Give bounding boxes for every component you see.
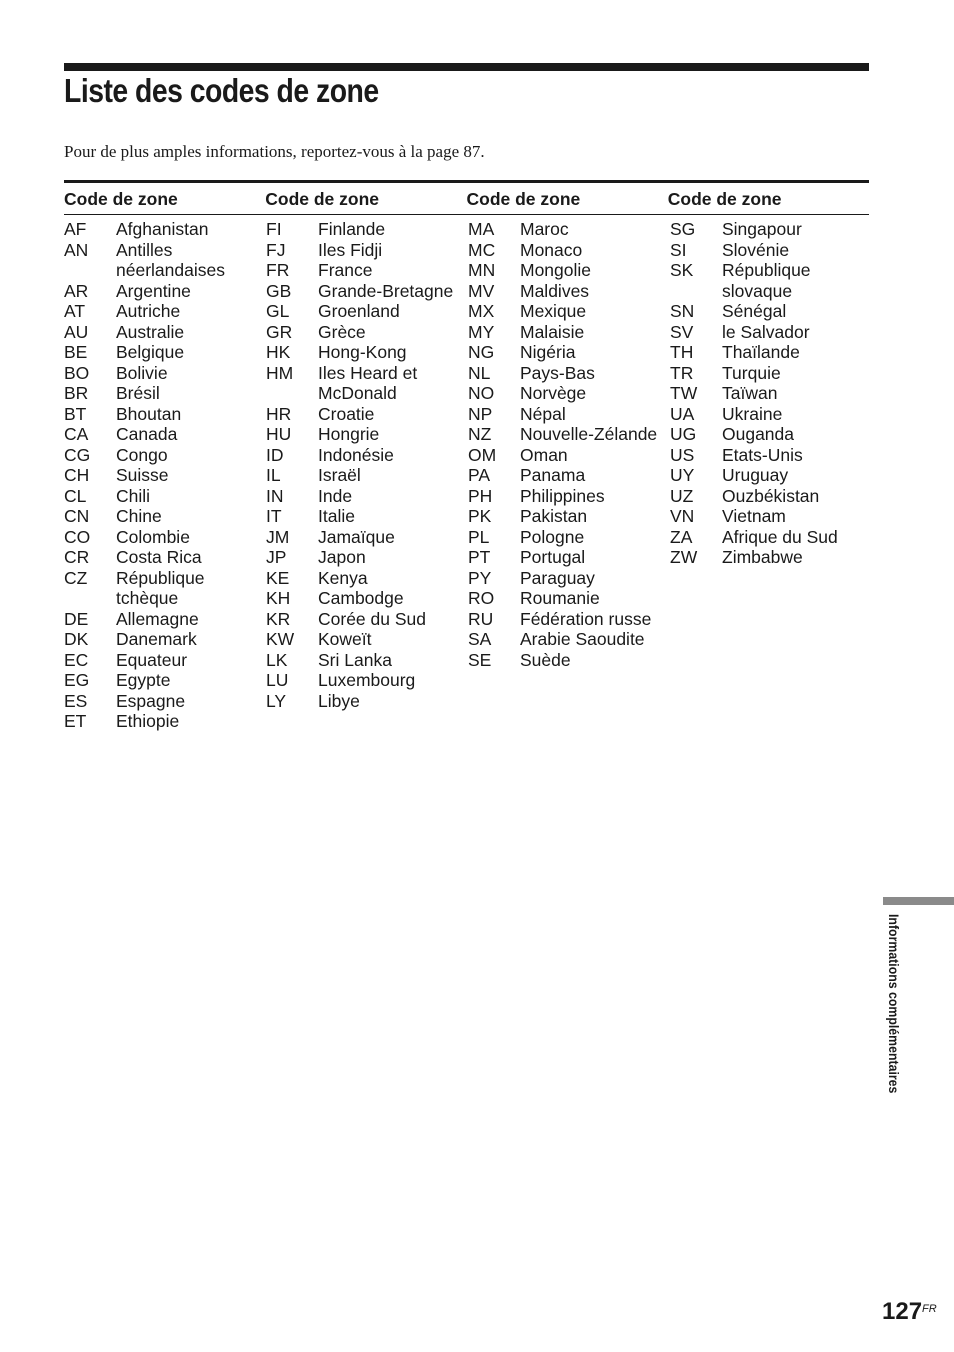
zone-code: SE <box>468 649 492 670</box>
zone-code: KW <box>266 629 295 649</box>
zone-code: DE <box>64 608 89 629</box>
country-name: Suède <box>520 649 571 670</box>
zone-code: AF <box>64 219 87 239</box>
zone-code: UG <box>670 424 697 444</box>
code-entry <box>266 568 468 589</box>
country-name: Ukraine <box>722 403 783 424</box>
zone-code: LK <box>266 649 288 670</box>
country-name: Congo <box>116 444 168 465</box>
code-entry <box>468 322 670 343</box>
country-name: Brésil <box>116 383 160 403</box>
code-entry <box>64 527 266 548</box>
zone-code: RO <box>468 588 495 608</box>
country-name: Kenya <box>318 567 368 588</box>
country-name: Bhoutan <box>116 403 182 424</box>
code-entry <box>64 670 266 691</box>
country-name: Pologne <box>520 526 585 547</box>
table-body <box>64 219 869 732</box>
zone-code: AR <box>64 280 89 301</box>
code-entry <box>64 547 266 568</box>
code-entry <box>266 588 468 609</box>
zone-code: NZ <box>468 424 492 444</box>
zone-code: US <box>670 444 695 465</box>
section-tab-marker <box>883 897 954 905</box>
code-entry <box>468 650 670 671</box>
code-entry <box>266 219 468 240</box>
country-name: Australie <box>116 321 185 342</box>
code-entry <box>468 465 670 486</box>
country-name: France <box>318 260 373 280</box>
country-name: Roumanie <box>520 588 600 608</box>
country-name: Ouganda <box>722 424 795 444</box>
country-name: Finlande <box>318 219 386 239</box>
zone-code: SI <box>670 239 687 260</box>
zone-code: ET <box>64 711 87 731</box>
code-entry <box>266 609 468 630</box>
country-name: Zimbabwe <box>722 547 803 567</box>
zone-code: BT <box>64 403 87 424</box>
section-tab-label: Informations complémentaires <box>886 914 902 1094</box>
country-name: Malaisie <box>520 321 585 342</box>
zone-code: UZ <box>670 485 694 506</box>
zone-code: CH <box>64 465 90 485</box>
code-entry <box>468 609 670 630</box>
country-name: Sénégal <box>722 301 787 321</box>
code-entry <box>64 629 266 650</box>
code-entry <box>670 465 872 486</box>
code-entry <box>468 404 670 425</box>
code-entry <box>64 219 266 240</box>
country-name: Oman <box>520 444 568 465</box>
column-header: Code de zone <box>265 188 380 209</box>
code-entry <box>64 363 266 384</box>
code-entry <box>670 527 872 548</box>
code-entry <box>468 506 670 527</box>
code-entry <box>670 404 872 425</box>
country-name: Népal <box>520 403 566 424</box>
zone-code: GR <box>266 321 293 342</box>
zone-code: VN <box>670 506 695 526</box>
code-entry <box>266 486 468 507</box>
zone-code: EC <box>64 649 89 670</box>
country-name: Norvège <box>520 383 587 403</box>
zone-code: SG <box>670 219 696 239</box>
country-name: Philippines <box>520 485 605 506</box>
zone-code: CL <box>64 485 87 506</box>
country-name: Koweït <box>318 629 372 649</box>
code-entry <box>468 445 670 466</box>
code-entry <box>670 219 872 240</box>
zone-code: CO <box>64 526 91 547</box>
zone-code: ZA <box>670 526 693 547</box>
zone-code: JM <box>266 526 290 547</box>
code-entry <box>670 445 872 466</box>
page-language-suffix: FR <box>922 1303 937 1315</box>
country-name: Cambodge <box>318 588 404 608</box>
zone-code: NP <box>468 403 493 424</box>
country-name: Allemagne <box>116 608 199 629</box>
code-entry <box>670 240 872 261</box>
country-name: Ethiopie <box>116 711 180 731</box>
code-entry <box>266 506 468 527</box>
code-entry <box>64 506 266 527</box>
country-name: Costa Rica <box>116 547 202 567</box>
zone-code: CA <box>64 424 89 444</box>
zone-code: MY <box>468 321 495 342</box>
code-entry <box>266 465 468 486</box>
code-column <box>670 219 872 732</box>
country-name: Inde <box>318 485 353 506</box>
country-name: Paraguay <box>520 567 595 588</box>
code-entry <box>468 588 670 609</box>
code-entry <box>266 322 468 343</box>
country-name: Hong-Kong <box>318 342 407 362</box>
zone-code: IT <box>266 506 282 526</box>
country-name: Uruguay <box>722 465 789 485</box>
code-column <box>64 219 266 732</box>
zone-code: AT <box>64 301 86 321</box>
country-name: Chine <box>116 506 162 526</box>
code-entry <box>266 527 468 548</box>
country-name: Equateur <box>116 649 188 670</box>
intro-text: Pour de plus amples informations, reportez-vous à la page 87. <box>64 142 485 161</box>
zone-code: IN <box>266 485 284 506</box>
code-entry <box>64 383 266 404</box>
country-name: Thaïlande <box>722 342 800 362</box>
code-entry <box>468 424 670 445</box>
country-name: Danemark <box>116 629 197 649</box>
zone-code: RU <box>468 608 494 629</box>
country-name: Japon <box>318 547 366 567</box>
country-name: Espagne <box>116 690 186 711</box>
code-entry <box>468 342 670 363</box>
country-name: Iles Heard et McDonald <box>318 362 418 403</box>
country-name: Slovénie <box>722 239 790 260</box>
code-entry <box>670 486 872 507</box>
code-entry <box>468 383 670 404</box>
code-entry <box>266 301 468 322</box>
country-name: Grande-Bretagne <box>318 280 454 301</box>
country-name: Chili <box>116 485 151 506</box>
code-column <box>266 219 468 732</box>
zone-code: FR <box>266 260 290 280</box>
country-name: Indonésie <box>318 444 394 465</box>
code-entry <box>64 568 266 609</box>
code-entry <box>266 424 468 445</box>
code-entry <box>64 240 266 281</box>
code-entry <box>468 527 670 548</box>
country-name: Groenland <box>318 301 400 321</box>
zone-code: AN <box>64 239 89 260</box>
code-entry <box>670 547 872 568</box>
code-entry <box>670 260 872 301</box>
zone-code: KR <box>266 608 291 629</box>
zone-code: TR <box>670 362 694 383</box>
country-name: Corée du Sud <box>318 608 426 629</box>
code-entry <box>266 547 468 568</box>
country-name: Italie <box>318 506 355 526</box>
zone-code: JP <box>266 547 287 567</box>
code-entry <box>468 486 670 507</box>
country-name: Libye <box>318 690 360 711</box>
zone-code: UA <box>670 403 695 424</box>
zone-code: ID <box>266 444 284 465</box>
country-name: Turquie <box>722 362 781 383</box>
zone-code: MN <box>468 260 496 280</box>
zone-code: HR <box>266 403 292 424</box>
country-name: Israël <box>318 465 361 485</box>
zone-code: CZ <box>64 567 88 588</box>
zone-code: CN <box>64 506 90 526</box>
country-name: Arabie Saoudite <box>520 629 645 649</box>
country-name: Antilles néerlandaises <box>116 239 225 280</box>
country-name: Hongrie <box>318 424 380 444</box>
country-name: Luxembourg <box>318 670 416 690</box>
country-name: Pakistan <box>520 506 588 526</box>
zone-code: KH <box>266 588 291 608</box>
country-name: Nouvelle-Zélande <box>520 424 658 444</box>
zone-code: BR <box>64 383 89 403</box>
code-entry <box>266 342 468 363</box>
code-entry <box>468 568 670 589</box>
code-entry <box>64 445 266 466</box>
zone-code: PH <box>468 485 493 506</box>
code-entry <box>64 404 266 425</box>
code-entry <box>64 424 266 445</box>
code-entry <box>468 240 670 261</box>
zone-code: BO <box>64 362 90 383</box>
title-rule <box>64 63 869 71</box>
code-entry <box>670 383 872 404</box>
country-name: Colombie <box>116 526 190 547</box>
zone-code: NL <box>468 362 491 383</box>
country-name: Panama <box>520 465 586 485</box>
code-entry <box>266 670 468 691</box>
country-name: Afghanistan <box>116 219 209 239</box>
code-entry <box>670 363 872 384</box>
zone-code: HM <box>266 362 294 383</box>
country-name: Grèce <box>318 321 366 342</box>
country-name: Jamaïque <box>318 526 395 547</box>
zone-code: LY <box>266 690 287 711</box>
code-entry <box>468 363 670 384</box>
country-name: Taïwan <box>722 383 778 403</box>
zone-code: HK <box>266 342 291 362</box>
zone-code: IL <box>266 465 281 485</box>
column-header: Code de zone <box>64 188 178 209</box>
code-entry <box>266 240 468 261</box>
code-entry <box>64 281 266 302</box>
zone-code: UY <box>670 465 695 485</box>
country-name: Etats-Unis <box>722 444 803 465</box>
code-entry <box>468 281 670 302</box>
country-name: Egypte <box>116 670 171 690</box>
zone-code: MC <box>468 239 496 260</box>
table-header-row <box>64 183 869 215</box>
country-name: Sri Lanka <box>318 649 392 670</box>
code-entry <box>64 342 266 363</box>
code-entry <box>64 301 266 322</box>
country-name: le Salvador <box>722 321 810 342</box>
zone-code: SA <box>468 629 492 649</box>
zone-code: HU <box>266 424 292 444</box>
zone-code: EG <box>64 670 90 690</box>
column-header: Code de zone <box>466 188 581 209</box>
code-entry <box>468 547 670 568</box>
country-name: Monaco <box>520 239 583 260</box>
zone-code-table <box>64 180 869 732</box>
country-name: République tchèque <box>116 567 205 608</box>
code-entry <box>468 629 670 650</box>
code-entry <box>670 506 872 527</box>
zone-code: DK <box>64 629 89 649</box>
zone-code: FJ <box>266 239 286 260</box>
code-entry <box>670 301 872 322</box>
zone-code: TH <box>670 342 694 362</box>
code-entry <box>266 260 468 281</box>
zone-code: ZW <box>670 547 698 567</box>
code-column <box>468 219 670 732</box>
country-name: Portugal <box>520 547 586 567</box>
zone-code: MA <box>468 219 495 239</box>
zone-code: ES <box>64 690 88 711</box>
country-name: Singapour <box>722 219 802 239</box>
code-entry <box>670 424 872 445</box>
zone-code: BE <box>64 342 88 362</box>
code-entry <box>266 629 468 650</box>
code-entry <box>64 465 266 486</box>
country-name: Afrique du Sud <box>722 526 838 547</box>
country-name: Mongolie <box>520 260 592 280</box>
code-entry <box>266 363 468 404</box>
code-entry <box>266 281 468 302</box>
code-entry <box>266 650 468 671</box>
zone-code: PT <box>468 547 491 567</box>
zone-code: PK <box>468 506 492 526</box>
zone-code: GL <box>266 301 290 321</box>
zone-code: PA <box>468 465 491 485</box>
page-title: Liste des codes de zone <box>64 72 379 109</box>
code-entry <box>64 486 266 507</box>
code-entry <box>64 691 266 712</box>
code-entry <box>266 404 468 425</box>
zone-code: NO <box>468 383 495 403</box>
zone-code: TW <box>670 383 698 403</box>
column-header: Code de zone <box>667 188 782 209</box>
code-entry <box>64 609 266 630</box>
country-name: Nigéria <box>520 342 576 362</box>
country-name: Vietnam <box>722 506 786 526</box>
code-entry <box>64 650 266 671</box>
country-name: Argentine <box>116 280 191 301</box>
zone-code: GB <box>266 280 292 301</box>
code-entry <box>266 691 468 712</box>
zone-code: MV <box>468 280 495 301</box>
code-entry <box>468 260 670 281</box>
zone-code: CG <box>64 444 91 465</box>
country-name: Pays-Bas <box>520 362 595 383</box>
zone-code: MX <box>468 301 495 321</box>
country-name: Croatie <box>318 403 375 424</box>
page-number <box>882 1298 937 1326</box>
zone-code: FI <box>266 219 282 239</box>
zone-code: SK <box>670 260 694 280</box>
zone-code: CR <box>64 547 90 567</box>
country-name: Canada <box>116 424 178 444</box>
code-entry <box>670 342 872 363</box>
zone-code: KE <box>266 567 290 588</box>
zone-code: PY <box>468 567 492 588</box>
country-name: Autriche <box>116 301 181 321</box>
country-name: Ouzbékistan <box>722 485 820 506</box>
code-entry <box>670 322 872 343</box>
country-name: Belgique <box>116 342 185 362</box>
country-name: Fédération russe <box>520 608 652 629</box>
country-name: République slovaque <box>722 260 811 301</box>
country-name: Maroc <box>520 219 569 239</box>
zone-code: AU <box>64 321 89 342</box>
code-entry <box>468 301 670 322</box>
country-name: Maldives <box>520 280 590 301</box>
code-entry <box>64 322 266 343</box>
country-name: Bolivie <box>116 362 168 383</box>
country-name: Iles Fidji <box>318 239 383 260</box>
zone-code: OM <box>468 444 497 465</box>
code-entry <box>64 711 266 732</box>
zone-code: PL <box>468 526 490 547</box>
zone-code: LU <box>266 670 289 690</box>
code-entry <box>468 219 670 240</box>
country-name: Suisse <box>116 465 169 485</box>
zone-code: SN <box>670 301 695 321</box>
zone-code: SV <box>670 321 694 342</box>
country-name: Mexique <box>520 301 587 321</box>
page-number-value: 127 <box>882 1298 923 1325</box>
zone-code: NG <box>468 342 495 362</box>
code-entry <box>266 445 468 466</box>
